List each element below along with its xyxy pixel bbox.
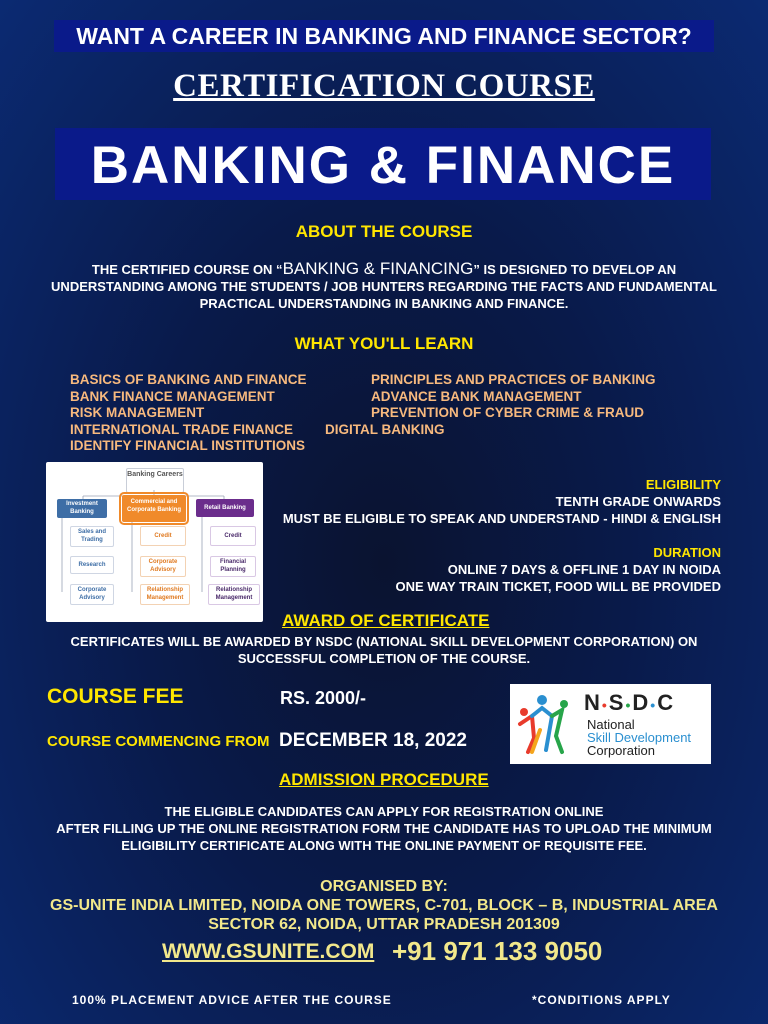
nsdc-letter: S — [608, 690, 626, 715]
page-title: BANKING & FINANCE — [55, 128, 711, 200]
diagram-item: Research — [70, 556, 114, 574]
about-highlight: BANKING & FINANCING — [282, 259, 474, 278]
nsdc-name — [587, 718, 691, 757]
dot: • — [650, 697, 658, 713]
duration-section — [395, 544, 721, 595]
nsdc-line: Corporation — [587, 743, 655, 758]
nsdc-line: National — [587, 717, 635, 732]
phone-number[interactable]: +91 971 133 9050 — [392, 936, 603, 966]
dot: • — [625, 697, 633, 713]
about-line-3: PRACTICAL UNDERSTANDING IN BANKING AND FINANCE. — [199, 296, 569, 311]
website-link[interactable]: WWW.GSUNITE.COM — [162, 940, 375, 963]
about-line-2: UNDERSTANDING AMONG THE STUDENTS / JOB HUNTERS REGARDING THE FACTS AND FUNDAMENTAL — [51, 279, 717, 294]
conditions-note: *CONDITIONS APPLY — [532, 993, 671, 1007]
admission-heading: ADMISSION PROCEDURE — [279, 770, 489, 789]
learn-item: PRINCIPLES AND PRACTICES OF BANKING — [371, 372, 656, 387]
learn-heading: WHAT YOU'LL LEARN — [294, 334, 474, 353]
nsdc-letter: D — [632, 690, 651, 715]
diagram-column-title: Investment Banking — [57, 499, 107, 518]
learn-list-left — [70, 372, 307, 455]
diagram-item: Sales and Trading — [70, 526, 114, 547]
nsdc-letters — [584, 690, 675, 716]
duration-line: ONLINE 7 DAYS & OFFLINE 1 DAY IN NOIDA — [447, 562, 721, 577]
learn-item: ADVANCE BANK MANAGEMENT — [371, 388, 582, 404]
award-line: SUCCESSFUL COMPLETION OF THE COURSE. — [237, 651, 531, 666]
eligibility-line: MUST BE ELIGIBLE TO SPEAK AND UNDERSTAND - HINDI & ENGLISH — [282, 511, 721, 526]
award-line: CERTIFICATES WILL BE AWARDED BY NSDC (NATIONAL SKILL DEVELOPMENT CORPORATION) ON — [70, 634, 698, 649]
eligibility-line: TENTH GRADE ONWARDS — [555, 494, 721, 509]
nsdc-letter: N — [584, 690, 602, 715]
duration-line: ONE WAY TRAIN TICKET, FOOD WILL BE PROVIDED — [395, 579, 721, 594]
learn-item: PREVENTION OF CYBER CRIME & FRAUD — [371, 405, 645, 421]
diagram-column-title: Commercial and Corporate Banking — [122, 495, 186, 522]
admission-line: ELIGIBILITY CERTIFICATE ALONG WITH THE ONLINE PAYMENT OF REQUISITE FEE. — [121, 838, 647, 853]
learn-item: BANK FINANCE MANAGEMENT — [70, 388, 275, 404]
address-line: GS-UNITE INDIA LIMITED, NOIDA ONE TOWERS, C-701, BLOCK – B, INDUSTRIAL AREA — [50, 897, 718, 914]
organiser-address — [0, 896, 768, 934]
about-prefix: THE CERTIFIED COURSE ON “ — [91, 262, 283, 277]
award-heading: AWARD OF CERTIFICATE — [282, 611, 490, 630]
diagram-item: Credit — [140, 526, 186, 546]
placement-note: 100% PLACEMENT ADVICE AFTER THE COURSE — [72, 993, 392, 1007]
learn-item: BASICS OF BANKING AND FINANCE — [70, 372, 307, 387]
about-text — [0, 260, 768, 312]
learn-item: RISK MANAGEMENT — [70, 405, 205, 421]
diagram-root: Banking Careers — [126, 468, 184, 493]
award-text — [0, 633, 768, 667]
diagram-item: Relationship Management — [208, 584, 260, 605]
address-line: SECTOR 62, NOIDA, UTTAR PRADESH 201309 — [208, 916, 560, 933]
organiser-heading: ORGANISED BY: — [320, 878, 448, 895]
eligibility-section — [283, 476, 721, 527]
admission-text — [0, 803, 768, 854]
diagram-item: Corporate Advisory — [70, 584, 114, 605]
banking-careers-diagram — [46, 462, 263, 622]
course-fee-label: COURSE FEE — [47, 685, 184, 708]
commencing-label: COURSE COMMENCING FROM — [47, 733, 270, 750]
diagram-item: Relationship Management — [140, 584, 190, 605]
learn-list-right — [371, 372, 656, 422]
people-icon — [512, 690, 572, 760]
about-heading: ABOUT THE COURSE — [295, 222, 473, 241]
nsdc-line: Skill Development — [587, 730, 692, 745]
nsdc-logo — [510, 684, 711, 764]
commencing-date: DECEMBER 18, 2022 — [279, 730, 467, 751]
learn-item: INTERNATIONAL TRADE FINANCE — [70, 421, 293, 437]
certification-course-heading: CERTIFICATION COURSE — [173, 68, 595, 104]
learn-item: IDENTIFY FINANCIAL INSTITUTIONS — [70, 438, 306, 454]
admission-line: THE ELIGIBLE CANDIDATES CAN APPLY FOR REGISTRATION ONLINE — [164, 804, 604, 819]
diagram-column-title: Retail Banking — [196, 499, 254, 517]
diagram-item: Credit — [210, 526, 256, 546]
course-fee-value: RS. 2000/- — [280, 688, 367, 708]
dot: • — [601, 697, 609, 713]
about-suffix: ” IS DESIGNED TO DEVELOP AN — [473, 262, 677, 277]
eligibility-heading: ELIGIBILITY — [645, 477, 721, 492]
about-line-1 — [0, 260, 768, 278]
duration-heading: DURATION — [653, 545, 721, 560]
admission-line: AFTER FILLING UP THE ONLINE REGISTRATION FORM THE CANDIDATE HAS TO UPLOAD THE MINIMUM — [56, 821, 712, 836]
diagram-item: Corporate Advisory — [140, 556, 186, 577]
top-banner: WANT A CAREER IN BANKING AND FINANCE SECTOR? — [54, 20, 714, 52]
nsdc-letter: C — [657, 690, 676, 715]
diagram-item: Financial Planning — [210, 556, 256, 577]
learn-item-digital-banking: DIGITAL BANKING — [325, 422, 445, 437]
